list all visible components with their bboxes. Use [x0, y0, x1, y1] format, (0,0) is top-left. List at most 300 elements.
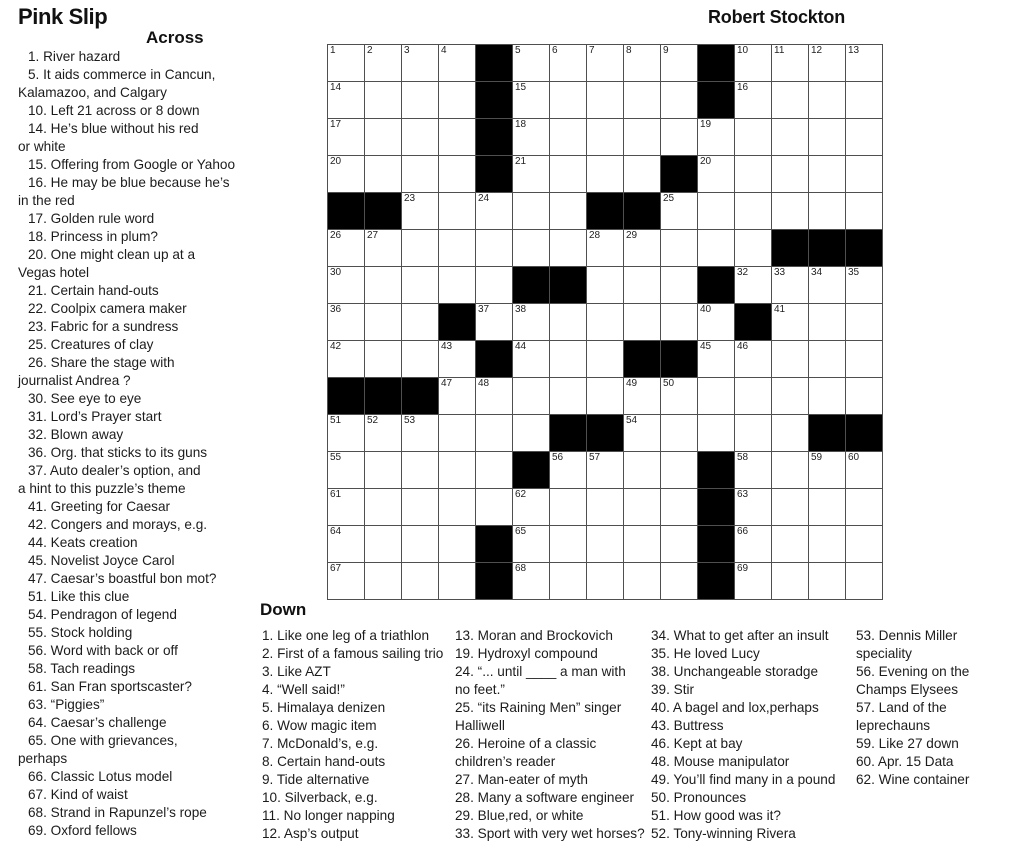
grid-cell[interactable] — [476, 304, 513, 341]
grid-cell[interactable] — [402, 563, 439, 600]
cell-number: 50 — [663, 378, 675, 389]
grid-cell[interactable] — [587, 156, 624, 193]
across-clue — [18, 534, 328, 552]
grid-cell[interactable] — [587, 45, 624, 82]
grid-cell[interactable] — [365, 267, 402, 304]
grid-cell[interactable] — [809, 452, 846, 489]
cell-number: 62 — [515, 489, 527, 500]
grid-cell[interactable] — [550, 304, 587, 341]
grid-cell[interactable] — [698, 415, 735, 452]
grid-cell[interactable] — [846, 563, 883, 600]
grid-cell[interactable] — [402, 119, 439, 156]
across-clue — [18, 246, 328, 282]
cell-number: 25 — [663, 193, 675, 204]
down-clue-line: 59. Like 27 down — [856, 736, 959, 751]
grid-cell[interactable] — [328, 267, 365, 304]
cell-number: 13 — [848, 45, 860, 56]
across-clue — [18, 48, 328, 66]
grid-cell[interactable] — [661, 563, 698, 600]
grid-cell[interactable] — [809, 489, 846, 526]
grid-cell[interactable] — [698, 341, 735, 378]
grid-cell[interactable] — [587, 489, 624, 526]
down-clue-line: 2. First of a famous sailing trio — [262, 646, 444, 661]
grid-cell[interactable] — [698, 304, 735, 341]
grid-cell-black — [439, 304, 476, 341]
grid-cell[interactable] — [624, 304, 661, 341]
cell-number: 63 — [737, 489, 749, 500]
grid-cell-black — [587, 415, 624, 452]
grid-cell[interactable] — [772, 82, 809, 119]
grid-cell[interactable] — [661, 82, 698, 119]
cell-number: 47 — [441, 378, 453, 389]
grid-cell[interactable] — [476, 378, 513, 415]
grid-cell[interactable] — [402, 304, 439, 341]
grid-cell[interactable] — [809, 267, 846, 304]
grid-cell[interactable] — [772, 304, 809, 341]
down-clue-line: 57. Land of the — [856, 700, 947, 715]
across-clue-line: Kalamazoo, and Calgary — [18, 85, 167, 100]
grid-cell-black — [365, 193, 402, 230]
across-clue — [18, 66, 328, 102]
grid-cell[interactable] — [402, 82, 439, 119]
grid-cell[interactable] — [661, 267, 698, 304]
cell-number: 2 — [367, 45, 373, 56]
grid-cell[interactable] — [402, 341, 439, 378]
down-clue-line: 9. Tide alternative — [262, 772, 370, 787]
grid-cell[interactable] — [735, 267, 772, 304]
grid-cell[interactable] — [846, 489, 883, 526]
across-clue — [18, 156, 328, 174]
grid-cell[interactable] — [513, 119, 550, 156]
grid-cell[interactable] — [328, 119, 365, 156]
cell-number: 66 — [737, 526, 749, 537]
grid-cell[interactable] — [365, 304, 402, 341]
grid-cell[interactable] — [513, 45, 550, 82]
grid-cell[interactable] — [809, 341, 846, 378]
grid-cell[interactable] — [698, 119, 735, 156]
grid-cell[interactable] — [772, 378, 809, 415]
grid-cell[interactable] — [735, 489, 772, 526]
grid-cell[interactable] — [550, 45, 587, 82]
down-clue — [856, 699, 969, 735]
grid-cell[interactable] — [328, 156, 365, 193]
down-clue-line: 25. “its Raining Men” singer — [455, 700, 622, 715]
grid-cell[interactable] — [328, 415, 365, 452]
grid-cell[interactable] — [550, 526, 587, 563]
across-clue — [18, 120, 328, 156]
cell-number: 58 — [737, 452, 749, 463]
grid-cell-black — [661, 341, 698, 378]
grid-cell[interactable] — [439, 415, 476, 452]
grid-cell[interactable] — [365, 156, 402, 193]
grid-cell[interactable] — [328, 230, 365, 267]
down-clue — [651, 735, 835, 753]
grid-cell[interactable] — [587, 267, 624, 304]
grid-cell[interactable] — [328, 489, 365, 526]
cell-number: 4 — [441, 45, 447, 56]
grid-cell[interactable] — [513, 156, 550, 193]
down-clue-line: 60. Apr. 15 Data — [856, 754, 954, 769]
grid-cell[interactable] — [365, 563, 402, 600]
grid-cell[interactable] — [735, 563, 772, 600]
cell-number: 51 — [330, 415, 342, 426]
grid-cell[interactable] — [476, 267, 513, 304]
grid-cell[interactable] — [624, 563, 661, 600]
grid-cell[interactable] — [772, 45, 809, 82]
grid-cell[interactable] — [661, 378, 698, 415]
grid-cell[interactable] — [328, 341, 365, 378]
down-clue-line: 4. “Well said!” — [262, 682, 345, 697]
grid-cell[interactable] — [328, 82, 365, 119]
grid-cell[interactable] — [439, 526, 476, 563]
cell-number: 40 — [700, 304, 712, 315]
down-clue-line: 7. McDonald’s, e.g. — [262, 736, 379, 751]
down-clue-line: 34. What to get after an insult — [651, 628, 829, 643]
grid-cell[interactable] — [624, 489, 661, 526]
down-clue — [856, 735, 969, 753]
down-clue-line: 48. Mouse manipulator — [651, 754, 790, 769]
grid-cell[interactable] — [550, 452, 587, 489]
grid-cell[interactable] — [661, 119, 698, 156]
grid-cell[interactable] — [624, 156, 661, 193]
grid-cell[interactable] — [735, 156, 772, 193]
grid-cell[interactable] — [513, 526, 550, 563]
grid-cell[interactable] — [365, 341, 402, 378]
grid-cell[interactable] — [439, 452, 476, 489]
grid-cell[interactable] — [772, 156, 809, 193]
grid-cell[interactable] — [624, 45, 661, 82]
grid-cell[interactable] — [550, 193, 587, 230]
grid-cell[interactable] — [587, 304, 624, 341]
grid-cell-black — [772, 230, 809, 267]
grid-cell[interactable] — [735, 452, 772, 489]
grid-cell[interactable] — [402, 45, 439, 82]
cell-number: 18 — [515, 119, 527, 130]
down-clue — [455, 735, 645, 771]
grid-cell[interactable] — [809, 193, 846, 230]
grid-cell[interactable] — [735, 82, 772, 119]
across-clue-line: 18. Princess in plum? — [28, 229, 158, 244]
grid-cell[interactable] — [772, 526, 809, 563]
grid-cell[interactable] — [402, 156, 439, 193]
across-clue-line: journalist Andrea ? — [18, 373, 131, 388]
grid-cell[interactable] — [365, 489, 402, 526]
grid-cell[interactable] — [846, 452, 883, 489]
grid-cell[interactable] — [328, 452, 365, 489]
grid-cell[interactable] — [735, 341, 772, 378]
grid-cell[interactable] — [698, 156, 735, 193]
grid-cell[interactable] — [328, 45, 365, 82]
across-clue-line: 68. Strand in Rapunzel’s rope — [28, 805, 207, 820]
down-clue — [262, 645, 443, 663]
grid-cell[interactable] — [698, 193, 735, 230]
grid-cell-black — [476, 119, 513, 156]
cell-number: 45 — [700, 341, 712, 352]
grid-cell[interactable] — [587, 119, 624, 156]
grid-cell[interactable] — [772, 563, 809, 600]
grid-cell[interactable] — [365, 526, 402, 563]
grid-cell[interactable] — [624, 452, 661, 489]
grid-cell[interactable] — [550, 489, 587, 526]
cell-number: 8 — [626, 45, 632, 56]
grid-cell[interactable] — [439, 267, 476, 304]
across-clue — [18, 300, 328, 318]
cell-number: 1 — [330, 45, 336, 56]
grid-cell-black — [846, 230, 883, 267]
cell-number: 16 — [737, 82, 749, 93]
grid-cell[interactable] — [476, 489, 513, 526]
grid-cell[interactable] — [846, 526, 883, 563]
across-clue — [18, 228, 328, 246]
down-clues-column-1 — [262, 627, 443, 843]
grid-cell[interactable] — [698, 378, 735, 415]
grid-cell[interactable] — [661, 415, 698, 452]
grid-cell[interactable] — [809, 156, 846, 193]
cell-number: 42 — [330, 341, 342, 352]
grid-cell[interactable] — [513, 563, 550, 600]
grid-cell[interactable] — [661, 489, 698, 526]
grid-cell[interactable] — [587, 230, 624, 267]
across-clue — [18, 282, 328, 300]
grid-cell[interactable] — [402, 526, 439, 563]
grid-cell[interactable] — [846, 82, 883, 119]
grid-cell[interactable] — [439, 341, 476, 378]
across-clue-line: 14. He’s blue without his red — [28, 121, 199, 136]
across-clue-line: 32. Blown away — [28, 427, 124, 442]
grid-cell[interactable] — [365, 230, 402, 267]
down-clue-line: 12. Asp’s output — [262, 826, 359, 841]
grid-cell[interactable] — [365, 119, 402, 156]
grid-cell-black — [698, 82, 735, 119]
grid-cell[interactable] — [661, 452, 698, 489]
cell-number: 44 — [515, 341, 527, 352]
grid-cell[interactable] — [735, 45, 772, 82]
across-clue-line: 58. Tach readings — [28, 661, 136, 676]
down-clue — [651, 789, 835, 807]
grid-cell[interactable] — [513, 82, 550, 119]
grid-cell[interactable] — [439, 119, 476, 156]
grid-cell[interactable] — [624, 378, 661, 415]
grid-cell[interactable] — [624, 526, 661, 563]
grid-cell-black — [328, 378, 365, 415]
grid-cell[interactable] — [402, 230, 439, 267]
grid-cell[interactable] — [550, 119, 587, 156]
grid-cell-black — [809, 415, 846, 452]
grid-cell[interactable] — [476, 230, 513, 267]
grid-cell[interactable] — [587, 526, 624, 563]
cell-number: 55 — [330, 452, 342, 463]
grid-cell[interactable] — [772, 452, 809, 489]
grid-cell[interactable] — [624, 415, 661, 452]
grid-cell[interactable] — [698, 230, 735, 267]
grid-cell[interactable] — [550, 378, 587, 415]
grid-cell[interactable] — [772, 489, 809, 526]
grid-cell[interactable] — [772, 415, 809, 452]
grid-cell[interactable] — [513, 378, 550, 415]
grid-cell[interactable] — [587, 378, 624, 415]
down-clues-column-3 — [651, 627, 835, 843]
grid-cell[interactable] — [809, 378, 846, 415]
grid-cell[interactable] — [476, 452, 513, 489]
cell-number: 21 — [515, 156, 527, 167]
grid-cell[interactable] — [735, 230, 772, 267]
cell-number: 68 — [515, 563, 527, 574]
grid-cell[interactable] — [328, 304, 365, 341]
grid-cell[interactable] — [476, 193, 513, 230]
grid-cell[interactable] — [513, 341, 550, 378]
grid-cell[interactable] — [402, 415, 439, 452]
cell-number: 23 — [404, 193, 416, 204]
grid-cell[interactable] — [365, 415, 402, 452]
grid-cell[interactable] — [846, 341, 883, 378]
down-clue — [856, 753, 969, 771]
grid-cell[interactable] — [439, 563, 476, 600]
grid-cell[interactable] — [846, 45, 883, 82]
grid-cell[interactable] — [402, 267, 439, 304]
across-clue — [18, 498, 328, 516]
across-clue — [18, 174, 328, 210]
grid-cell[interactable] — [513, 193, 550, 230]
cell-number: 38 — [515, 304, 527, 315]
across-clue-line: 22. Coolpix camera maker — [28, 301, 187, 316]
grid-cell[interactable] — [661, 230, 698, 267]
down-heading: Down — [260, 600, 307, 619]
down-clue — [455, 825, 645, 843]
grid-cell[interactable] — [439, 489, 476, 526]
grid-cell[interactable] — [772, 341, 809, 378]
grid-cell[interactable] — [402, 452, 439, 489]
grid-cell[interactable] — [550, 82, 587, 119]
grid-cell-black — [550, 415, 587, 452]
grid-cell[interactable] — [624, 230, 661, 267]
down-clue — [262, 771, 443, 789]
grid-cell[interactable] — [809, 563, 846, 600]
grid-cell[interactable] — [809, 82, 846, 119]
grid-cell[interactable] — [402, 193, 439, 230]
down-clue — [651, 699, 835, 717]
grid-cell[interactable] — [624, 119, 661, 156]
across-clue-line: 61. San Fran sportscaster? — [28, 679, 192, 694]
across-clue-line: 41. Greeting for Caesar — [28, 499, 171, 514]
cell-number: 14 — [330, 82, 342, 93]
grid-cell[interactable] — [735, 526, 772, 563]
across-clue-line: 69. Oxford fellows — [28, 823, 137, 838]
cell-number: 57 — [589, 452, 601, 463]
grid-cell[interactable] — [328, 526, 365, 563]
grid-cell[interactable] — [661, 304, 698, 341]
grid-cell[interactable] — [328, 563, 365, 600]
grid-cell[interactable] — [735, 415, 772, 452]
grid-cell[interactable] — [846, 378, 883, 415]
grid-cell[interactable] — [439, 45, 476, 82]
grid-cell[interactable] — [846, 193, 883, 230]
down-clue — [651, 825, 835, 843]
grid-cell[interactable] — [550, 230, 587, 267]
grid-cell[interactable] — [846, 304, 883, 341]
down-clue — [651, 771, 835, 789]
across-clue-line: 63. “Piggies” — [28, 697, 105, 712]
grid-cell[interactable] — [513, 415, 550, 452]
grid-cell[interactable] — [809, 526, 846, 563]
down-clue-line: speciality — [856, 646, 912, 661]
down-clue — [455, 807, 645, 825]
grid-cell[interactable] — [439, 193, 476, 230]
grid-cell[interactable] — [809, 45, 846, 82]
grid-cell[interactable] — [476, 415, 513, 452]
grid-cell[interactable] — [772, 119, 809, 156]
across-clue-line: 42. Congers and morays, e.g. — [28, 517, 208, 532]
across-clue-line: a hint to this puzzle’s theme — [18, 481, 186, 496]
grid-cell[interactable] — [772, 193, 809, 230]
grid-cell[interactable] — [587, 563, 624, 600]
grid-cell[interactable] — [402, 489, 439, 526]
across-clue-line: 21. Certain hand-outs — [28, 283, 159, 298]
grid-cell[interactable] — [809, 119, 846, 156]
grid-cell[interactable] — [513, 304, 550, 341]
grid-cell[interactable] — [846, 156, 883, 193]
grid-cell[interactable] — [439, 156, 476, 193]
grid-cell[interactable] — [846, 267, 883, 304]
grid-cell[interactable] — [846, 119, 883, 156]
down-clue-line: 24. “... until ____ a man with — [455, 664, 626, 679]
grid-cell[interactable] — [661, 193, 698, 230]
across-clue — [18, 102, 328, 120]
grid-cell-black — [550, 267, 587, 304]
across-clue — [18, 516, 328, 534]
grid-cell[interactable] — [661, 45, 698, 82]
grid-cell[interactable] — [809, 304, 846, 341]
down-clue — [262, 753, 443, 771]
grid-cell[interactable] — [624, 82, 661, 119]
grid-cell[interactable] — [513, 230, 550, 267]
grid-cell[interactable] — [624, 267, 661, 304]
down-clue-line: 11. No longer napping — [262, 808, 395, 823]
across-clue-line: 20. One might clean up at a — [28, 247, 196, 262]
grid-cell[interactable] — [365, 452, 402, 489]
grid-cell[interactable] — [550, 563, 587, 600]
grid-cell[interactable] — [735, 378, 772, 415]
cell-number: 29 — [626, 230, 638, 241]
down-clue — [651, 681, 835, 699]
grid-cell[interactable] — [439, 378, 476, 415]
grid-cell[interactable] — [735, 119, 772, 156]
grid-cell-black — [513, 452, 550, 489]
grid-cell[interactable] — [365, 82, 402, 119]
down-clue-line: 46. Kept at bay — [651, 736, 743, 751]
grid-cell[interactable] — [587, 82, 624, 119]
grid-cell[interactable] — [550, 156, 587, 193]
cell-number: 26 — [330, 230, 342, 241]
down-clue-line: no feet.” — [455, 682, 505, 697]
down-clue-line: 39. Stir — [651, 682, 695, 697]
grid-cell[interactable] — [365, 45, 402, 82]
grid-cell-black — [476, 156, 513, 193]
grid-cell[interactable] — [587, 452, 624, 489]
grid-cell[interactable] — [439, 82, 476, 119]
grid-cell[interactable] — [587, 341, 624, 378]
across-clue-line: 26. Share the stage with — [28, 355, 175, 370]
grid-cell[interactable] — [439, 230, 476, 267]
cell-number: 46 — [737, 341, 749, 352]
grid-cell[interactable] — [772, 267, 809, 304]
grid-cell[interactable] — [513, 489, 550, 526]
across-clue-line: 15. Offering from Google or Yahoo — [28, 157, 236, 172]
grid-cell[interactable] — [661, 526, 698, 563]
cell-number: 69 — [737, 563, 749, 574]
grid-cell[interactable] — [550, 341, 587, 378]
grid-cell[interactable] — [735, 193, 772, 230]
across-clue-line: 36. Org. that sticks to its guns — [28, 445, 208, 460]
